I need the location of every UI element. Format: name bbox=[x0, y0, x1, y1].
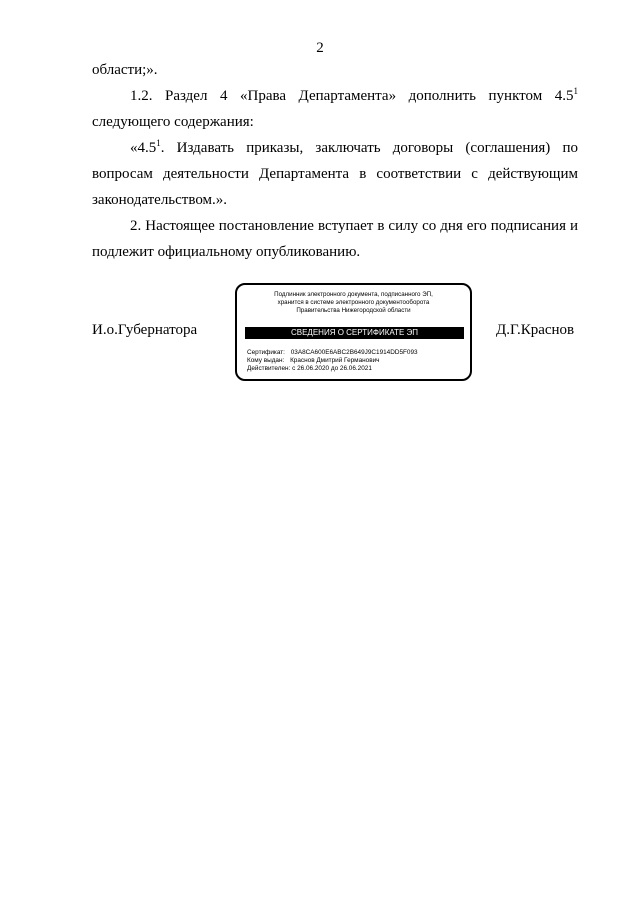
paragraph-1-line-1: 1.2. Раздел 4 «Права Департамента» дополнить пунктом $4.5^1$ bbox=[130, 86, 578, 104]
stamp-title: СВЕДЕНИЯ О СЕРТИФИКАТЕ ЭП bbox=[245, 327, 464, 339]
paragraph-continuation: области;». bbox=[92, 62, 158, 78]
paragraph-1-line-2: следующего содержания: bbox=[92, 114, 254, 130]
paragraph-2-line-2: вопросам деятельности Департамента в соответствии с действующим bbox=[92, 166, 578, 182]
signatory-position: И.о.Губернатора bbox=[92, 322, 198, 338]
paragraph-3-line-1: 2. Настоящее постановление вступает в силу со дня его подписания и bbox=[130, 218, 578, 234]
paragraph-3-line-2: подлежит официальному опубликованию. bbox=[92, 244, 361, 260]
stamp-header-line-1: Подлинник электронного документа, подписанного ЭП, bbox=[274, 291, 433, 298]
electronic-signature-stamp bbox=[235, 283, 472, 381]
paragraph-2-line-3: законодательством.». bbox=[92, 192, 228, 208]
paragraph-2-line-1: «$4.5^1$. Издавать приказы, заключать договоры (соглашения) по bbox=[130, 138, 578, 156]
page-number: 2 bbox=[316, 40, 324, 56]
stamp-issued-row: Кому выдан: Краснов Дмитрий Германович bbox=[247, 357, 380, 364]
signatory-name: Д.Г.Краснов bbox=[496, 322, 575, 338]
stamp-header-line-3: Правительства Нижегородской области bbox=[296, 307, 411, 314]
stamp-certificate-row: Сертификат: 03A8CA600E6ABC2B649J9C1914DD5F093 bbox=[247, 349, 418, 356]
stamp-header-line-2: хранится в системе электронного документооборота bbox=[277, 299, 430, 306]
stamp-valid-row: Действителен: с 26.06.2020 до 26.06.2021 bbox=[247, 365, 372, 372]
